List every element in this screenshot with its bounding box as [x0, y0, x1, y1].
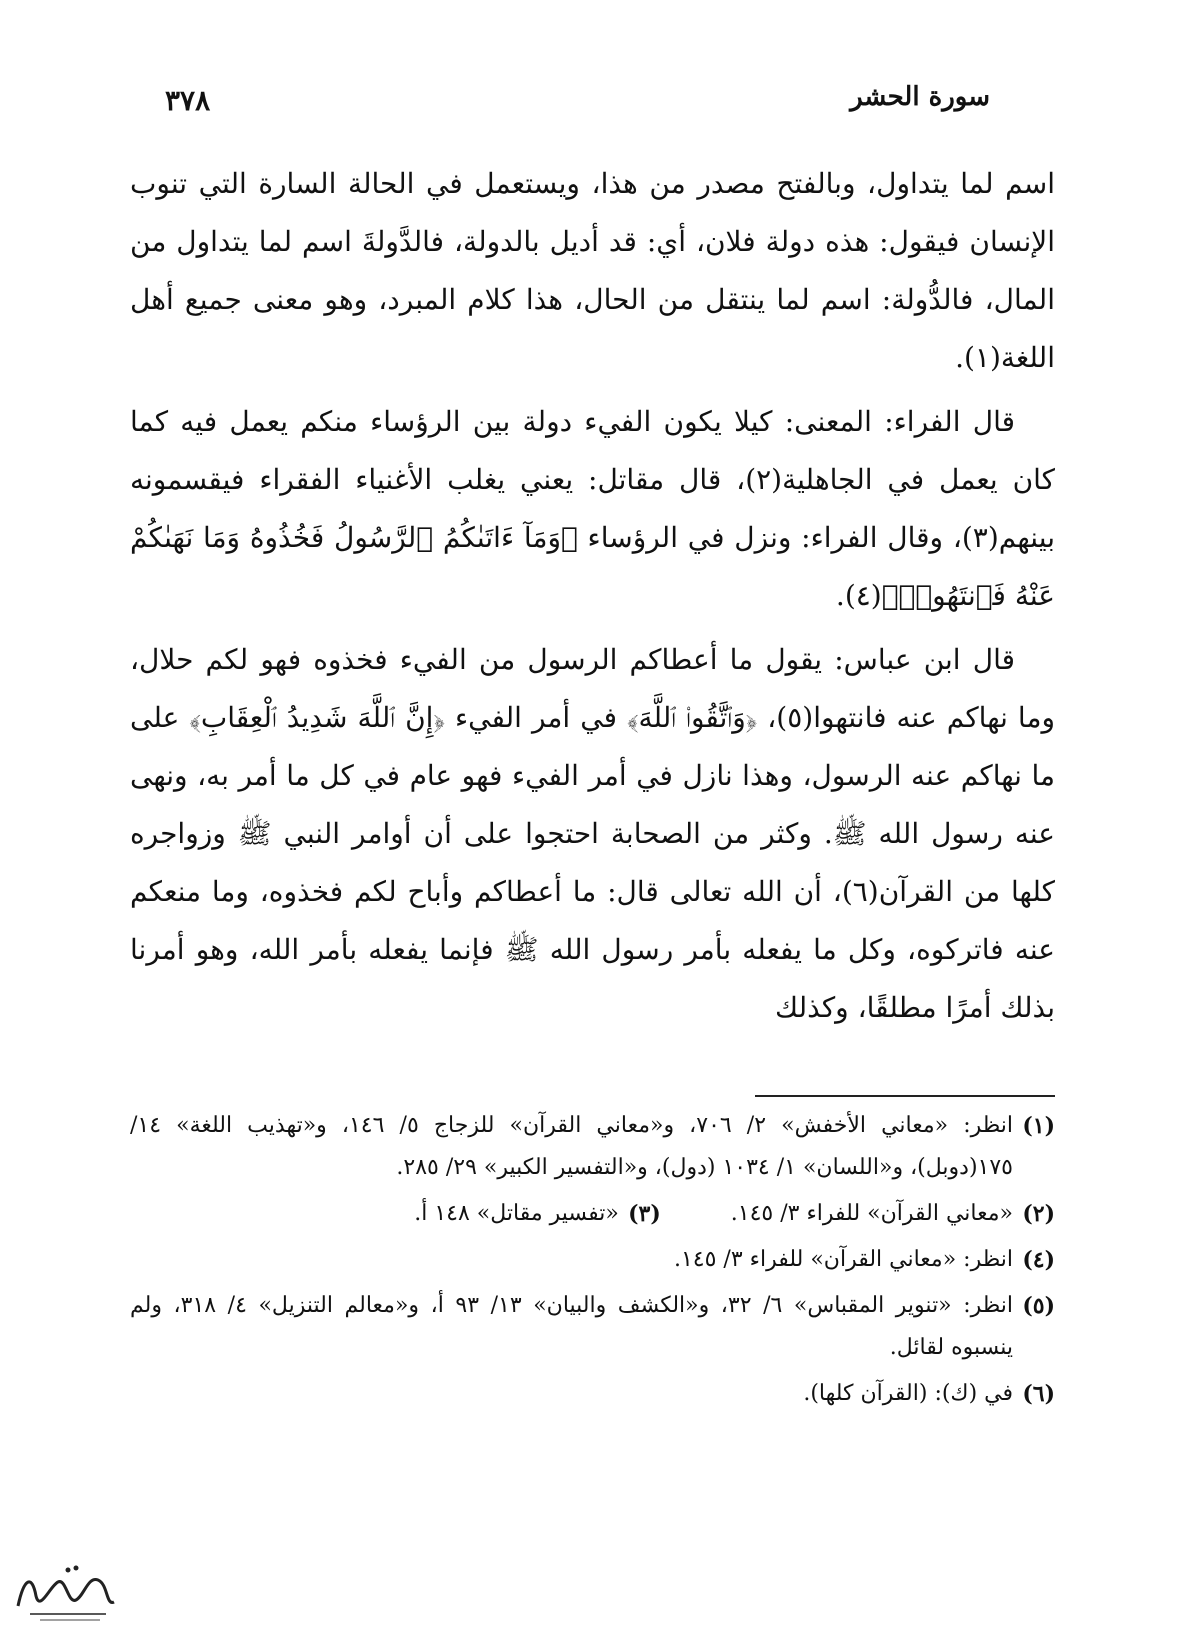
footnote-number: (٢) [1022, 1201, 1055, 1227]
footnote-text: «معاني القرآن» للفراء ٣/ ١٤٥. [730, 1201, 1013, 1226]
footnote [130, 1105, 1055, 1189]
footnote [130, 1373, 1055, 1415]
footnote-text: انظر: «تنوير المقباس» ٦/ ٣٢، و«الكشف والبيان» ١٣/ ٩٣ أ، و«معالم التنزيل» ٤/ ٣١٨، ولم ينسبوه لقائل. [130, 1293, 1014, 1360]
footnote-text: انظر: «معاني القرآن» للفراء ٣/ ١٤٥. [673, 1247, 1013, 1272]
page-number: ٣٧٨ [165, 84, 211, 117]
footnotes [130, 1105, 1055, 1419]
footnote-text: انظر: «معاني الأخفش» ٢/ ٧٠٦، و«معاني القرآن» للزجاج ٥/ ١٤٦، و«تهذيب اللغة» ١٤/ ١٧٥(دوبل)، و«اللسان» ١/ ١٠٣٤ (دول)، و«التفسير الكبير» ٢٩/ ٢٨٥. [130, 1113, 1014, 1180]
footnote [731, 1193, 1055, 1235]
footnote-text: «تفسير مقاتل» ١٤٨ أ. [414, 1201, 619, 1226]
footnote-number: (٦) [1022, 1381, 1055, 1407]
footnote-number: (٤) [1022, 1247, 1055, 1273]
page-header [125, 82, 1060, 132]
almustafa-logo-icon [10, 1556, 120, 1626]
footnote-number: (٥) [1022, 1293, 1055, 1319]
paragraph: قال الفراء: المعنى: كيلا يكون الفيء دولة بين الرؤساء منكم يعمل فيه كما كان يعمل في الجاهلية(٢)، قال مقاتل: يعني يغلب الأغنياء الفقراء فيقسمونه بينهم(٣)، وقال الفراء: ونزل في الرؤساء ﴿وَمَآ ءَاتَىٰكُمُ ٱلرَّسُولُ فَخُذُوهُ وَمَا نَهَىٰكُمْ عَنْهُ فَٱنتَهُوا۟﴾(٤). [130, 405, 1055, 612]
paragraph: اسم لما يتداول، وبالفتح مصدر من هذا، ويستعمل في الحالة السارة التي تنوب الإنسان فيقول: هذه دولة فلان، أي: قد أديل بالدولة، فالدَّولةَ اسم لما يتداول من المال، فالدُّولة: اسم لما ينتقل من الحال، هذا كلام المبرد، وهو معنى جميع أهل اللغة(١). [130, 167, 1055, 374]
footnote-number: (٣) [628, 1201, 661, 1227]
footnote-text: في (ك): (القرآن كلها). [803, 1381, 1013, 1406]
surah-title: سورة الحشر [850, 82, 990, 112]
footnote [414, 1193, 661, 1235]
footnote-number: (١) [1022, 1113, 1055, 1139]
footnote-row [130, 1193, 1055, 1235]
footnote-divider [755, 1095, 1055, 1097]
main-text [130, 155, 1055, 1043]
footnote [130, 1285, 1055, 1369]
paragraph: قال ابن عباس: يقول ما أعطاكم الرسول من الفيء فخذوه فهو لكم حلال، وما نهاكم عنه فانتهوا(٥)، ﴿وَٱتَّقُوا۟ ٱللَّهَ﴾ في أمر الفيء ﴿إِنَّ ٱللَّهَ شَدِيدُ ٱلْعِقَابِ﴾ على ما نهاكم عنه الرسول، وهذا نازل في أمر الفيء فهو عام في كل ما أمر به، ونهى عنه رسول الله ﷺ. وكثر من الصحابة احتجوا على أن أوامر النبي ﷺ وزواجره كلها من القرآن(٦)، أن الله تعالى قال: ما أعطاكم وأباح لكم فخذوه، وما منعكم عنه فاتركوه، وكل ما يفعله بأمر رسول الله ﷺ فإنما يفعله بأمر الله، وهو أمرنا بذلك أمرًا مطلقًا، وكذلك [130, 643, 1055, 1024]
footnote [130, 1239, 1055, 1281]
